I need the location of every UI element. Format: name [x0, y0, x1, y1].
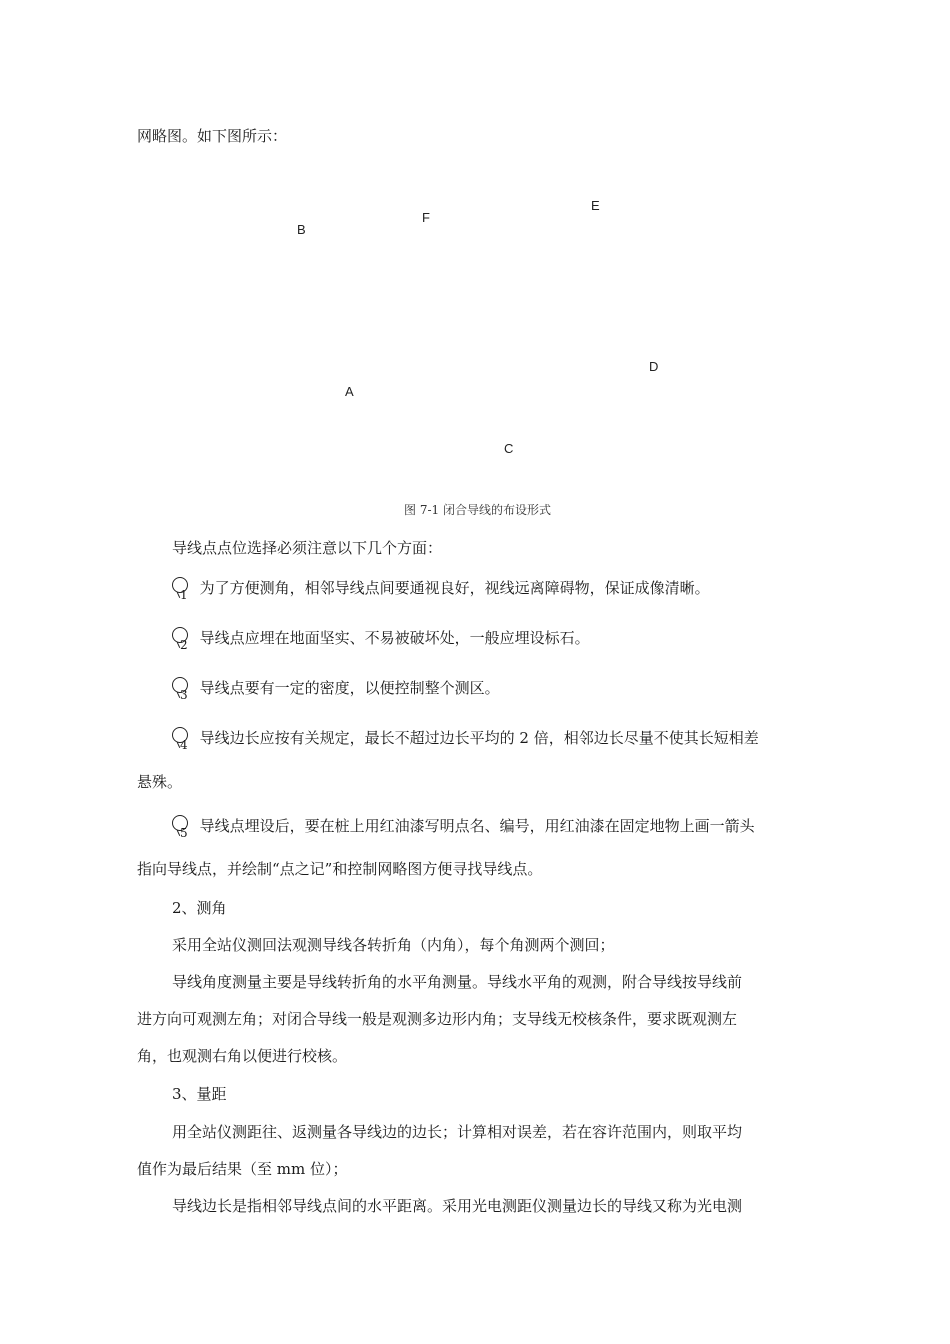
point-label-c: C [504, 441, 514, 456]
paragraph-line: 进方向可观测左角；对闭合导线一般是观测多边形内角；支导线无校核条件，要求既观测左 [137, 1010, 738, 1028]
paragraph-line: 采用全站仪测回法观测导线各转折角（内角），每个角测两个测回； [172, 936, 615, 954]
paragraph-line: 值作为最后结果（至 mm 位）； [137, 1160, 348, 1178]
requirements-heading: 导线点点位选择必须注意以下几个方面： [172, 539, 443, 557]
paragraph-line: 用全站仪测距往、返测量各导线边的边长；计算相对误差，若在容许范围内，则取平均 [172, 1123, 743, 1141]
paragraph-line: 角，也观测右角以便进行校核。 [137, 1047, 348, 1065]
point-label-b: B [297, 222, 306, 237]
requirement-item: $_3$ 导线点要有一定的密度，以便控制整个测区。 [172, 677, 500, 698]
requirement-item: $_2$ 导线点应埋在地面坚实、不易被破坏处，一般应埋设标石。 [172, 627, 590, 648]
section-heading-distance: 3、量距 [172, 1085, 227, 1103]
requirement-item: $_1$ 为了方便测角，相邻导线点间要通视良好，视线远离障碍物，保证成像清晰。 [172, 577, 710, 598]
figure-caption: 图 7-1 闭合导线的布设形式 [404, 503, 551, 517]
paragraph-line: 导线角度测量主要是导线转折角的水平角测量。导线水平角的观测，附合导线按导线前 [172, 973, 743, 991]
intro-line: 网略图。如下图所示： [137, 127, 288, 145]
requirement-item-continuation: 指向导线点，并绘制“点之记”和控制网略图方便寻找导线点。 [137, 860, 543, 878]
requirement-item: $_4$ 导线边长应按有关规定，最长不超过边长平均的 2 倍，相邻边长尽量不使其长短相差 [172, 727, 759, 748]
point-label-a: A [345, 384, 354, 399]
point-label-f: F [422, 210, 430, 225]
section-heading-angle: 2、测角 [172, 899, 227, 917]
point-label-e: E [591, 198, 600, 213]
point-label-d: D [649, 359, 659, 374]
paragraph-line: 导线边长是指相邻导线点间的水平距离。采用光电测距仪测量边长的导线又称为光电测 [172, 1197, 743, 1215]
requirement-item-continuation: 悬殊。 [137, 773, 183, 791]
requirement-item: $_5$ 导线点埋设后，要在桩上用红油漆写明点名、编号，用红油漆在固定地物上画一箭头 [172, 815, 755, 836]
